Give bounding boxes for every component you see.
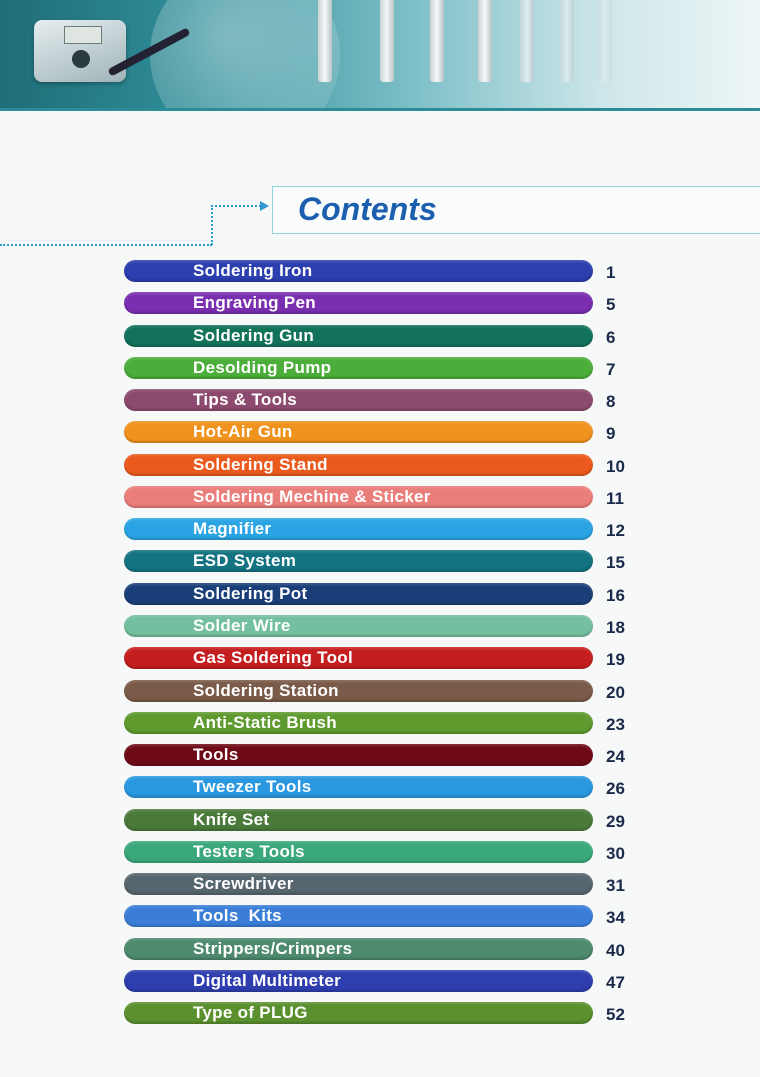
toc-entry-label: Tools bbox=[193, 745, 239, 764]
toc-entry[interactable] bbox=[124, 550, 644, 572]
toc-entry[interactable] bbox=[124, 260, 644, 282]
toc-entry[interactable] bbox=[124, 873, 644, 895]
toc-entry[interactable] bbox=[124, 486, 644, 508]
toc-entry-page-number: 9 bbox=[606, 424, 616, 443]
toc-entry-page-number: 31 bbox=[606, 876, 625, 895]
toc-entry-page-number: 6 bbox=[606, 328, 616, 347]
toc-entry-label: Type of PLUG bbox=[193, 1003, 308, 1022]
toc-entry-label: Soldering Iron bbox=[193, 261, 313, 280]
toc-entry-label: Screwdriver bbox=[193, 874, 294, 893]
toc-entry-page-number: 47 bbox=[606, 973, 625, 992]
toc-entry-page-number: 8 bbox=[606, 392, 616, 411]
toc-entry[interactable] bbox=[124, 518, 644, 540]
toc-entry[interactable] bbox=[124, 615, 644, 637]
toc-entry-label: Solder Wire bbox=[193, 616, 291, 635]
toc-entry-label: Hot-Air Gun bbox=[193, 422, 293, 441]
toc-entry-page-number: 18 bbox=[606, 618, 625, 637]
toc-entry-page-number: 1 bbox=[606, 263, 616, 282]
toc-entry[interactable] bbox=[124, 776, 644, 798]
toc-entry-label: Magnifier bbox=[193, 519, 272, 538]
toc-entry[interactable] bbox=[124, 905, 644, 927]
toc-entry[interactable] bbox=[124, 292, 644, 314]
toc-entry[interactable] bbox=[124, 389, 644, 411]
toc-entry-page-number: 23 bbox=[606, 715, 625, 734]
toc-entry-label: Tweezer Tools bbox=[193, 777, 312, 796]
toc-entry-page-number: 12 bbox=[606, 521, 625, 540]
toc-entry-page-number: 11 bbox=[606, 489, 624, 508]
toc-entry[interactable] bbox=[124, 1002, 644, 1024]
toc-entry[interactable] bbox=[124, 809, 644, 831]
toc-entry[interactable] bbox=[124, 421, 644, 443]
toc-entry-page-number: 20 bbox=[606, 683, 625, 702]
toc-entry-page-number: 19 bbox=[606, 650, 625, 669]
toc-entry-page-number: 16 bbox=[606, 586, 625, 605]
toc-entry-label: Tips & Tools bbox=[193, 390, 298, 409]
toc-entry-label: Soldering Mechine & Sticker bbox=[193, 487, 431, 506]
toc-entry-label: Anti-Static Brush bbox=[193, 713, 337, 732]
toc-entry-label: Desolding Pump bbox=[193, 358, 332, 377]
toc-entry[interactable] bbox=[124, 938, 644, 960]
toc-entry-page-number: 52 bbox=[606, 1005, 625, 1024]
toc-entry[interactable] bbox=[124, 712, 644, 734]
toc-entry[interactable] bbox=[124, 583, 644, 605]
toc-entry-label: Strippers/Crimpers bbox=[193, 939, 353, 958]
toc-entry-page-number: 15 bbox=[606, 553, 625, 572]
toc-entry-label: Gas Soldering Tool bbox=[193, 648, 353, 667]
toc-entry[interactable] bbox=[124, 647, 644, 669]
toc-entry-label: Testers Tools bbox=[193, 842, 305, 861]
toc-entry-page-number: 40 bbox=[606, 941, 625, 960]
toc-entry-label: Tools Kits bbox=[193, 906, 282, 925]
toc-entry-page-number: 24 bbox=[606, 747, 625, 766]
toc-entry[interactable] bbox=[124, 744, 644, 766]
toc-entry[interactable] bbox=[124, 325, 644, 347]
toc-entry-label: Soldering Stand bbox=[193, 455, 328, 474]
toc-entry-page-number: 7 bbox=[606, 360, 616, 379]
toc-entry[interactable] bbox=[124, 454, 644, 476]
toc-entry-label: Soldering Gun bbox=[193, 326, 315, 345]
toc-entry-label: ESD System bbox=[193, 551, 297, 570]
toc-entry-page-number: 10 bbox=[606, 457, 625, 476]
toc-entry[interactable] bbox=[124, 357, 644, 379]
toc-entry-page-number: 29 bbox=[606, 812, 625, 831]
toc-entry-page-number: 34 bbox=[606, 908, 625, 927]
toc-entry-page-number: 30 bbox=[606, 844, 625, 863]
toc-entry-page-number: 26 bbox=[606, 779, 625, 798]
toc-entry-label: Knife Set bbox=[193, 810, 270, 829]
toc-entry-label: Soldering Pot bbox=[193, 584, 308, 603]
page-title: Contents bbox=[298, 191, 437, 227]
toc-entry-page-number: 5 bbox=[606, 295, 616, 314]
toc-entry[interactable] bbox=[124, 680, 644, 702]
toc-entry[interactable] bbox=[124, 970, 644, 992]
toc-entry-label: Digital Multimeter bbox=[193, 971, 342, 990]
toc-entry-label: Soldering Station bbox=[193, 681, 339, 700]
toc-entry[interactable] bbox=[124, 841, 644, 863]
toc-entry-label: Engraving Pen bbox=[193, 293, 316, 312]
